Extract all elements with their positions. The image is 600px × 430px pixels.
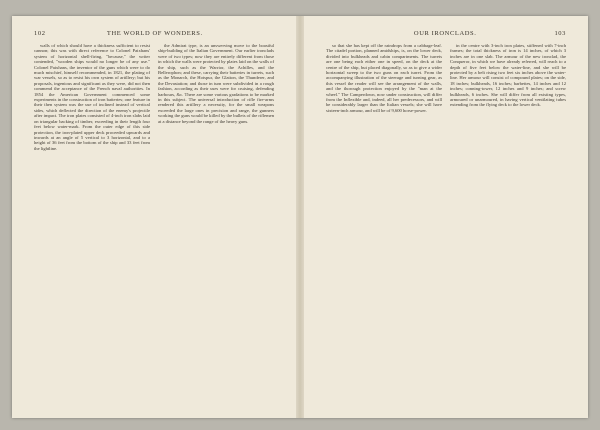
left-page-columns (34, 43, 274, 151)
book-gutter (296, 16, 304, 418)
left-page-number: 102 (34, 30, 46, 37)
left-page-column-1 (34, 43, 150, 151)
right-page-column-2 (450, 43, 566, 113)
right-page-running-title: OUR IRONCLADS. (413, 30, 477, 37)
right-page (304, 16, 588, 418)
right-page-column-1 (326, 43, 442, 113)
right-page-number: 103 (554, 30, 566, 37)
right-page-columns (326, 43, 566, 113)
right-col2-text: in the centre with 3-inch iron plates, stiffened with 7-inch frames; the total thickness of iron is 14 inches, of which 3 inches are in one slab. The armour of the new ironclad, the Conqueror, in which we have already referred, will reach to a depth of five feet below the water-line, and she will be protected by a belt rising two feet six inches above the water-line. Her armour will consist of compound plates; on the side, 18 inches; bulkheads, 16 inches; barbettes, 14 inches and 12 inches; conning-tower, 12 inches and 9 inches; and screw bulkheads, 6 inches. She will differ from all existing types, armoured or unarmoured, in having vertical ventilating tubes extending from the flying deck to the lower deck. (450, 43, 566, 108)
left-page-running-title: THE WORLD OF WONDERS. (106, 30, 203, 37)
left-col1-text: walls of which should have a thickness sufficient to resist cannon; this was with direct reference to Colonel Paixhans' system of horizontal shell-firing, "because," the writer contended, "wooden ships would no longer be of any use." Colonel Paixhans, the inventor of the guns which were to do much mischief, himself recommended, in 1821, the plating of war vessels, so as to resist his own system of artillery; but his proposals, ingenious and significant as they were, did not then commend the acceptance of the French naval authorities. In 1854 the American Government commenced some experiments in the construction of iron batteries; one feature in their then system was the use of inclined instead of vertical sides, which deflected the direction of the enemy's projectile after impact. The iron plates consisted of 4-inch iron slabs laid on triangular backing of timber, exceeding in their length four feet below water-mark. From the outer edge of this side protection, the iron-plated upper deck proceeded upwards and inwards at an angle of 5 vertical to 3 horizontal, and to a height of 36 feet from the bottom of the ship and 33 feet from the lightline. (34, 43, 150, 151)
left-page (12, 16, 296, 418)
right-col1-text: so that she has kept off the raindrops from a cabbage-leaf. The citadel portion, planned amidships, is, on the lower deck, divided into bulkheads and cabin compartments. The turrets are one being each either one in speed, on the deck at the centre of the ship, but placed diagonally, so as to give a wider horizontal sweep to the two guns on each turret. From the accompanying illustration of the steerage and turning gear, as this vessel the reader will see the arrangement of the walls, and the thorough protection enjoyed by the "man at the wheel." The Camperdown, now under construction, will differ from the Inflexible and, indeed, all her predecessors, and will be considerably larger than the Italian vessels; she will have sixteen-inch armour, and will be of 9,600 horse-power. (326, 43, 442, 113)
left-page-header (34, 30, 274, 37)
left-page-column-2 (158, 43, 274, 151)
left-col2-text: the Admirat type, is an unswerving move to the boastful ship-building of the Italian Government. Our earlier ironclads were of two types; now they are entirely different from those in which the walls were protected by plates laid on the walls of the ship, such as the Warrior, the Achilles, and the Bellerophon; and these, carrying their batteries in turrets, such as the Monarch, the Hotspur, the Glatton, the Thunderer, and the Devastation; and those in turn were subdivided in a rough fashion, according as their uses were for cruising, defending harbours, &c. There are some various gradations to be marked in this subject. The universal introduction of rifle fire-arms rendered this artillery a necessity, for the small weapons exceeded the large ones in precision and range, the gunners working the guns would be killed by the bullets of the riflemen at a distance beyond the range of the heavy guns. (158, 43, 274, 124)
book-spread (12, 16, 588, 418)
right-page-header (326, 30, 566, 37)
